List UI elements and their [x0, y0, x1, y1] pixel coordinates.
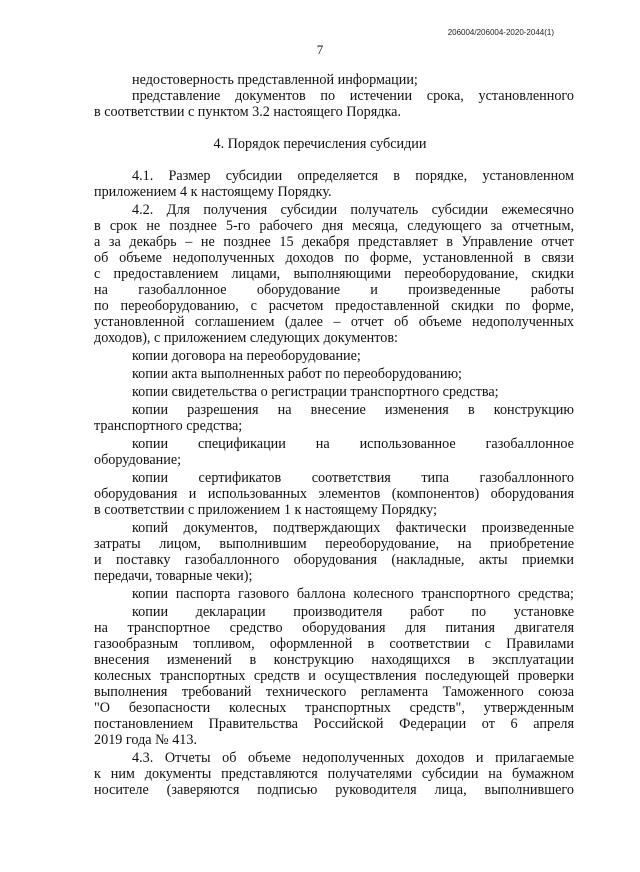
- text-line: копии акта выполненных работ по переоборудованию;: [132, 366, 463, 382]
- text-line: представление документов по истечении срока, установленного: [132, 88, 574, 104]
- text-line: в соответствии с приложением 1 к настоящему Порядку;: [94, 502, 438, 518]
- text-line: передачи, товарные чеки);: [94, 568, 253, 584]
- text-line: оборудование;: [94, 452, 182, 468]
- text-line: копий документов, подтверждающих фактически произведенные: [132, 520, 574, 536]
- text-line: копии договора на переоборудование;: [132, 348, 361, 364]
- text-line: на транспортное средство оборудования для питания двигателя: [94, 620, 574, 636]
- page-number: 7: [316, 42, 324, 57]
- text-line: копии разрешения на внесение изменения в конструкцию: [132, 402, 574, 418]
- text-line: 2019 года № 413.: [94, 732, 198, 748]
- text-line: транспортного средства;: [94, 418, 243, 434]
- text-line: приложением 4 к настоящему Порядку.: [94, 184, 332, 200]
- text-line: по переоборудованию, с расчетом предоставленной скидки по форме,: [94, 298, 574, 314]
- text-line: и поставку газобаллонного оборудования (накладные, акты приемки: [94, 552, 574, 568]
- document-id: 206004/206004-2020-2044(1): [447, 28, 554, 37]
- text-line: копии спецификации на использованное газобаллонное: [132, 436, 574, 452]
- text-line: 4.3. Отчеты об объеме недополученных доходов и прилагаемые: [132, 750, 574, 766]
- text-line: 4.2. Для получения субсидии получатель субсидии ежемесячно: [132, 202, 574, 218]
- text-line: а за декабрь – не позднее 15 декабря представляет в Управление отчет: [94, 234, 574, 250]
- text-line: в соответствии с пунктом 3.2 настоящего Порядка.: [94, 104, 402, 120]
- text-line: 4.1. Размер субсидии определяется в порядке, установленном: [132, 168, 574, 184]
- text-line: об объеме недополученных доходов по форме, установленной в связи: [94, 250, 574, 266]
- text-line: копии свидетельства о регистрации транспортного средства;: [132, 384, 499, 400]
- text-line: оборудования и использованных элементов (компонентов) оборудования: [94, 486, 574, 502]
- text-line: колесных транспортных средств и осуществления последующей проверки: [94, 668, 574, 684]
- text-line: на газобаллонное оборудование и произведенные работы: [94, 282, 574, 298]
- section-heading: 4. Порядок перечисления субсидии: [213, 136, 427, 152]
- text-line: доходов), с приложением следующих документов:: [94, 330, 398, 346]
- text-line: "О безопасности колесных транспортных средств", утвержденным: [94, 700, 574, 716]
- text-line: копии сертификатов соответствия типа газобаллонного: [132, 470, 574, 486]
- text-line: затраты лицом, выполнившим переоборудование, на приобретение: [94, 536, 574, 552]
- text-line: установленной соглашением (далее – отчет об объеме недополученных: [94, 314, 574, 330]
- text-line: постановлением Правительства Российской Федерации от 6 апреля: [94, 716, 574, 732]
- text-line: газообразным топливом, оформленной в соответствии с Правилами: [94, 636, 574, 652]
- text-line: носителе (заверяются подписью руководителя лица, выполнившего: [94, 782, 574, 798]
- text-line: внесения изменений в конструкцию находящихся в эксплуатации: [94, 652, 574, 668]
- text-line: копии декларации производителя работ по установке: [132, 604, 574, 620]
- text-line: копии паспорта газового баллона колесного транспортного средства;: [132, 586, 574, 602]
- text-line: в срок не позднее 5-го рабочего дня месяца, следующего за отчетным,: [94, 218, 574, 234]
- text-line: с предоставлением лицами, выполняющими переоборудование, скидки: [94, 266, 574, 282]
- text-line: недостоверность представленной информации;: [132, 72, 418, 88]
- text-line: к ним документы представляются получателями субсидии на бумажном: [94, 766, 574, 782]
- text-line: выполнения требований технического регламента Таможенного союза: [94, 684, 574, 700]
